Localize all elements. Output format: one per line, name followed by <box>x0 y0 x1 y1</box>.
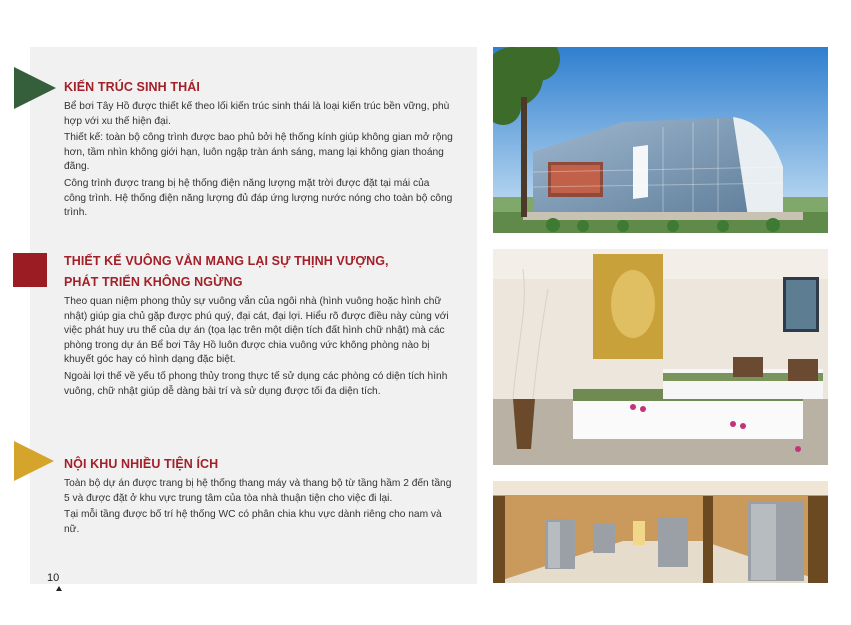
page-marker-icon <box>56 586 62 591</box>
paragraph: Công trình được trang bị hệ thống điện năng lượng mặt trời được đặt tại mái của công trình. Hệ thống điện năng lượng đủ đáp ứng lượng nước nóng cho toàn bộ công trình. <box>64 177 453 219</box>
green-triangle-marker-icon <box>14 67 56 109</box>
red-square-marker-icon <box>13 253 47 287</box>
paragraph: Theo quan niệm phong thủy sự vuông vắn của ngôi nhà (hình vuông hoặc hình chữ nhật) giúp gia chủ gặp được phú quý, đại cát, đại lợi. Hiểu rõ được điều này cùng với việc phát huy ưu thế của dự án (tọa lạc trên một diện tích đất hình chữ nhật) mà các phòng trong dự án Bể bơi Tây Hồ luôn được chia vuông vức không phòng nào bị khuyết góc hay có hình dạng đặc biệt. <box>64 296 449 366</box>
section-heading: NỘI KHU NHIỀU TIỆN ÍCH <box>64 457 219 471</box>
section-heading: KIẾN TRÚC SINH THÁI <box>64 80 200 94</box>
building-exterior-photo <box>493 47 828 233</box>
paragraph: Ngoài lợi thế về yếu tố phong thủy trong thực tế sử dụng các phòng có diện tích hình vuông, chữ nhật giúp dễ dàng bài trí và sử dụng được tối đa diện tích. <box>64 370 448 397</box>
section-eco-architecture <box>64 77 454 222</box>
paragraph: Tại mỗi tầng được bố trí hệ thống WC có phân chia khu vực dành riêng cho nam và nữ. <box>64 509 442 535</box>
gold-triangle-marker-icon <box>14 441 54 481</box>
paragraph: Thiết kế: toàn bộ công trình được bao phủ bởi hệ thống kính giúp không gian mở rộng hơn, tầm nhìn không giới hạn, luôn ngập tràn ánh sáng, mang lại không gian thoáng đãng. <box>64 132 453 173</box>
section-heading-line1: THIẾT KẾ VUÔNG VẮN MANG LẠI SỰ THỊNH VƯỢNG, <box>64 254 389 268</box>
elevator-lobby-photo <box>493 481 828 583</box>
paragraph: Toàn bộ dự án được trang bị hệ thống thang máy và thang bộ từ tầng hầm 2 đến tầng 5 và được đặt ở khu vực trung tâm của tòa nhà thuận tiện cho việc đi lại. <box>64 478 452 504</box>
section-square-design <box>64 251 454 400</box>
section-heading-line2: PHÁT TRIỂN KHÔNG NGỪNG <box>64 275 243 289</box>
page-number: 10 <box>47 572 60 584</box>
section-amenities <box>64 454 454 538</box>
spa-room-photo <box>493 249 828 465</box>
paragraph: Bể bơi Tây Hồ được thiết kế theo lối kiến trúc sinh thái là loại kiến trúc bền vững, phù hợp với xu thế hiện đại. <box>64 101 450 127</box>
